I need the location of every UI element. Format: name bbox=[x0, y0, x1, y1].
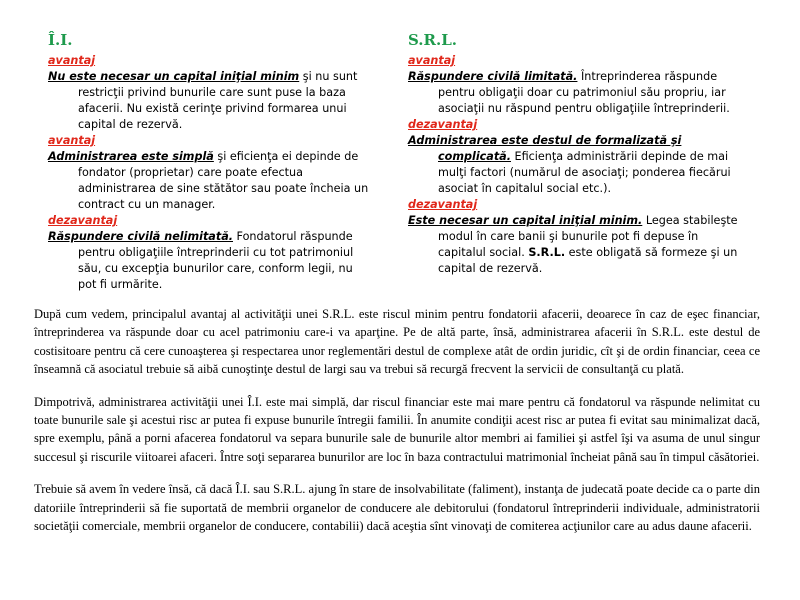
ii-item-capital bbox=[48, 69, 370, 133]
srl-item-capital bbox=[408, 213, 748, 277]
ii-item-liability-lead: Răspundere civilă nelimitată. bbox=[48, 230, 233, 243]
ii-item-admin-text: şi eficienţa ei depinde de fondator (proprietar) care poate efectua administrarea de sine stătător sau poate încheia un contract cu un manager. bbox=[78, 150, 369, 211]
ii-title: Î.I. bbox=[48, 31, 73, 49]
paragraph-insolvency: Trebuie să avem în vedere însă, că dacă Î.I. sau S.R.L. ajung în stare de insolvabilitate (faliment), instanţa de judecată poate decide ca o parte din datoriile întreprinderii să fie suportată de membrii organelor de conducere ale debitorului (fondatorul întreprinderii individuale, administratorii societăţii comerciale, membrii organelor de conducere, contabilii) dacă aceştia sînt vinovaţi de comiterea acţiunilor care au adus daune afacerii. bbox=[34, 482, 760, 534]
ii-item-liability-text: Fondatorul răspunde pentru obligaţiile întreprinderii cu tot patrimoniul său, cu excepţia bunurilor care, conform legii, nu pot fi urmărite. bbox=[78, 230, 354, 291]
srl-item-admin-lead: Administrarea este destul de formalizată şi complicată. bbox=[408, 134, 682, 163]
srl-item-capital-text-a: Legea stabileşte modul în care banii şi bunurile pot fi depuse în capitalul social. bbox=[438, 214, 738, 259]
ii-item-admin bbox=[48, 149, 370, 213]
srl-column bbox=[408, 30, 748, 277]
srl-disadvantage-label-1: dezavantaj bbox=[408, 118, 478, 131]
ii-item-capital-lead: Nu este necesar un capital iniţial minim bbox=[48, 70, 300, 83]
srl-item-liability bbox=[408, 69, 748, 117]
srl-item-liability-lead: Răspundere civilă limitată. bbox=[408, 70, 578, 83]
ii-advantage-label-1: avantaj bbox=[48, 54, 96, 67]
srl-item-capital-bold: S.R.L. bbox=[528, 246, 566, 259]
srl-title: S.R.L. bbox=[408, 31, 457, 49]
paragraph-srl-summary: După cum vedem, principalul avantaj al activităţii unei S.R.L. este riscul minim pentru fondatorii afacerii, deoarece în caz de eşec financiar, întreprinderea va răspunde doar cu acel patrimoniu care-i va aparţine. Pe de altă parte, însă, administrarea afacerii în S.R.L. este destul de costisitoare pentru că cere cunoaşterea şi respectarea unor reglementări destul de complexe atât de ordin juridic, cît şi de ordin financiar, ceea ce înseamnă că asociatul trebuie să aibă cunoştinţe destul de largi sau va trebui să recurgă frecvent la servicii de consultanţă cu plată. bbox=[34, 307, 760, 377]
srl-item-capital-text-b: este obligată să formeze şi un capital de rezervă. bbox=[438, 246, 738, 275]
paragraph-ii-summary: Dimpotrivă, administrarea activităţii unei Î.I. este mai simplă, dar riscul financiar este mai mare pentru că fondatorul va răspunde nelimitat cu toate bunurile sale şi acestui risc ar putea fi expuse bunurile întregii familii. În anumite condiţii acest risc ar putea fi evitat sau minimalizat dacă, spre exemplu, până a porni afacerea fondatorul va separa bunurile sale de bunurile altor membri ai familiei şi astfel îşi va asuma de unul singur succesul şi riscurile viitoarei afaceri. Între soţi separarea bunurilor are loc în baza contractului matrimonial încheiat până sau în timpul căsătoriei. bbox=[34, 394, 760, 464]
conclusion-text bbox=[34, 305, 760, 549]
ii-disadvantage-label: dezavantaj bbox=[48, 214, 118, 227]
ii-item-liability bbox=[48, 229, 370, 293]
ii-column bbox=[48, 30, 370, 293]
srl-advantage-label: avantaj bbox=[408, 54, 456, 67]
srl-item-capital-lead: Este necesar un capital iniţial minim. bbox=[408, 214, 643, 227]
srl-item-liability-text: Întreprinderea răspunde pentru obligaţii doar cu patrimoniul său propriu, iar asociaţii nu răspund pentru obligaţiile întreprinderii. bbox=[438, 70, 730, 115]
ii-item-admin-lead: Administrarea este simplă bbox=[48, 150, 214, 163]
ii-advantage-label-2: avantaj bbox=[48, 134, 96, 147]
ii-item-capital-text: şi nu sunt restricţii privind bunurile care sunt puse la baza afacerii. Nu există cerinţe privind formarea unui capital de rezervă. bbox=[78, 70, 358, 131]
srl-disadvantage-label-2: dezavantaj bbox=[408, 198, 478, 211]
srl-item-admin bbox=[408, 133, 748, 197]
srl-item-admin-text: Eficienţa administrării depinde de mai mulţi factori (numărul de asociaţi; ponderea fiecărui asociat în capitalul social etc.). bbox=[438, 150, 731, 195]
